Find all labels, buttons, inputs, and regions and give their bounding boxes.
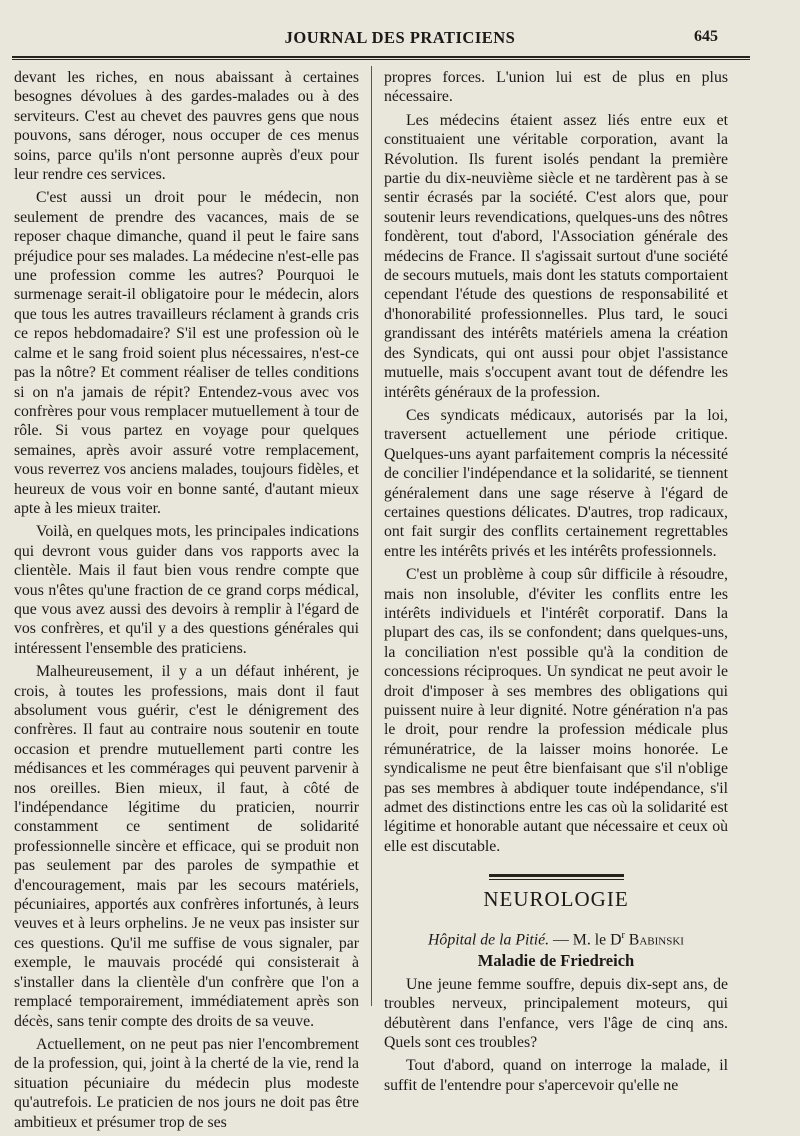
- lecture-superscript: r: [621, 929, 625, 941]
- left-column: [14, 68, 359, 1136]
- running-title: JOURNAL DES PRATICIENS: [284, 28, 516, 47]
- lecture-attribution: [384, 926, 728, 950]
- paragraph: Ces syndicats médicaux, autorisés par la loi, traversent actuellement une période critique. Quelques-uns ayant parfaitement compris la nécessité de concilier l'indépendance et la solidarité, se tiennent généralement dans une sage réserve à l'égard de certaines questions délicates. D'autres, trop radicaux, ont fait surgir des conflits certainement regrettables entre les intérêts privés et les intérêts professionnels.: [384, 406, 728, 560]
- case-title: Maladie de Friedreich: [477, 951, 635, 971]
- lecture-place: Hôpital de la Pitié.: [428, 930, 550, 948]
- lecture-separator: — M. le D: [549, 930, 622, 948]
- section-rule: [489, 874, 624, 880]
- paragraph: Tout d'abord, quand on interroge la malade, il suffit de l'entendre pour s'apercevoir qu'elle ne: [384, 1057, 728, 1094]
- paragraph: Les médecins étaient assez liés entre eux et constituaient une véritable corporation, avant la Révolution. Ils furent isolés pendant la première partie du dix-neuvième siècle et ne tardèrent pas à se sentir écrasés par la société. C'est alors que, pour soutenir leurs revendications, quelques-uns des nôtres fondèrent, tout d'abord, l'Association générale des médecins de France. Il s'agissait surtout d'une société de secours mutuels, mais dont les statuts comportaient cependant l'étude des questions de responsabilité et d'honorabilité professionnelles. Plus tard, le souci grandissant des intérêts matériels amena la création des Syndicats, qui ont aussi pour objet l'assistance mutuelle, mais s'occupent avant tout de défendre les intérêts généraux de la profession.: [384, 111, 728, 401]
- paragraph: devant les riches, en nous abaissant à certaines besognes dévolues à des gardes-malades ou à des serviteurs. C'est au chevet des pauvres gens que nous pouvons, sans déroger, nous occuper de ces menus soins, parce qu'ils n'ont personne auprès d'eux pour leur rendre ces services.: [14, 69, 359, 184]
- column-divider: [371, 66, 372, 1006]
- page-header: [0, 28, 800, 50]
- paragraph: Malheureusement, il y a un défaut inhérent, je crois, à toutes les professions, mais dont il faut absolument vous guérir, c'est le dénigrement des confrères. Il faut au contraire nous soutenir en toute occasion et prendre mutuellement parti contre les médisances et les commérages qui peuvent parvenir à nos oreilles. Bien mieux, il faut, à côté de l'indépendance légitime du praticien, nourrir constamment ce sentiment de solidarité professionnelle sincère et efficace, qui se produit non pas seulement par des paroles de sympathie et d'encouragement, mais par les secours matériels, pécuniaires, apportés aux confrères infortunés, à leurs veuves et à leurs orphelins. Je ne veux pas insister sur ces questions. Qu'il me suffise de vous signaler, par exemple, le mauvais procédé qui consisterait à s'installer dans la clientèle d'un confrère que l'on a remplacé temporairement, immédiatement après son décès, sans tenir compte des droits de sa veuve.: [14, 663, 359, 1030]
- lecturer-name: Babinski: [624, 930, 684, 948]
- paragraph: C'est un problème à coup sûr difficile à résoudre, mais non insoluble, d'éviter les conflits entre les intérêts individuels et l'intérêt corporatif. Dans la plupart des cas, ils se confondent; dans quelques-uns, la conciliation n'est possible qu'à la condition de concessions réciproques. Un syndicat ne peut avoir le droit d'imposer à ses membres des obligations qui puissent nuire à leur dignité. Notre génération n'a pas le droit, pour rendre la profession médicale plus rémunératrice, de la laisser moins honorée. Le syndicalisme ne peut être bienfaisant que s'il n'oblige pas ses membres à abdiquer toute indépendance, s'il admet des distinctions entre les cas où la solidarité est légitime et honorable autant que nécessaire et ceux où elle est discutable.: [384, 566, 728, 855]
- page-number: 645: [694, 28, 718, 45]
- paragraph: Une jeune femme souffre, depuis dix-sept ans, de troubles nerveux, principalement moteurs, qui débutèrent dans l'enfance, vers l'âge de cinq ans. Quels sont ces troubles?: [384, 975, 728, 1051]
- right-column: [384, 68, 728, 1099]
- paragraph: Actuellement, on ne peut pas nier l'encombrement de la profession, qui, joint à la cherté de la vie, rend la situation pécuniaire du médecin plus modeste qu'autrefois. Le praticien de nos jours ne doit pas être ambitieux et présumer trop de ses: [14, 1035, 359, 1131]
- paragraph: Voilà, en quelques mots, les principales indications qui devront vous guider dans vos rapports avec la clientèle. Mais il faut bien vous rendre compte que vous n'êtes qu'une fraction de ce grand corps médical, que vous avez aussi des devoirs à remplir à l'égard de vos confrères, et qu'il y a des questions générales qui intéressent l'ensemble des praticiens.: [14, 523, 359, 657]
- paragraph: propres forces. L'union lui est de plus en plus nécessaire.: [384, 69, 728, 106]
- paragraph: C'est aussi un droit pour le médecin, non seulement de prendre des vacances, mais de se reposer chaque dimanche, quand il peut le faire sans préjudice pour ses malades. La médecine n'est-elle pas une profession comme les autres? Pourquoi le surmenage serait-il obligatoire pour le médecin, alors que tous les autres travailleurs réclament à grands cris ce repos hebdomadaire? S'il est une profession où le calme et le sang froid soient plus nécessaires, n'est-ce pas la nôtre? Et comment réaliser de telles conditions si on n'a jamais de répit? Entendez-vous avec vos confrères pour vous remplacer mutuellement à tour de rôle. Si vous partez en voyage pour quelques semaines, après avoir assuré votre remplacement, vous reverrez vos anciens malades, toujours fidèles, et heureux de vous voir en bonne santé, d'autant mieux apte à les mieux traiter.: [14, 189, 359, 517]
- section-heading: NEUROLOGIE: [483, 887, 629, 912]
- header-rule: [12, 56, 750, 60]
